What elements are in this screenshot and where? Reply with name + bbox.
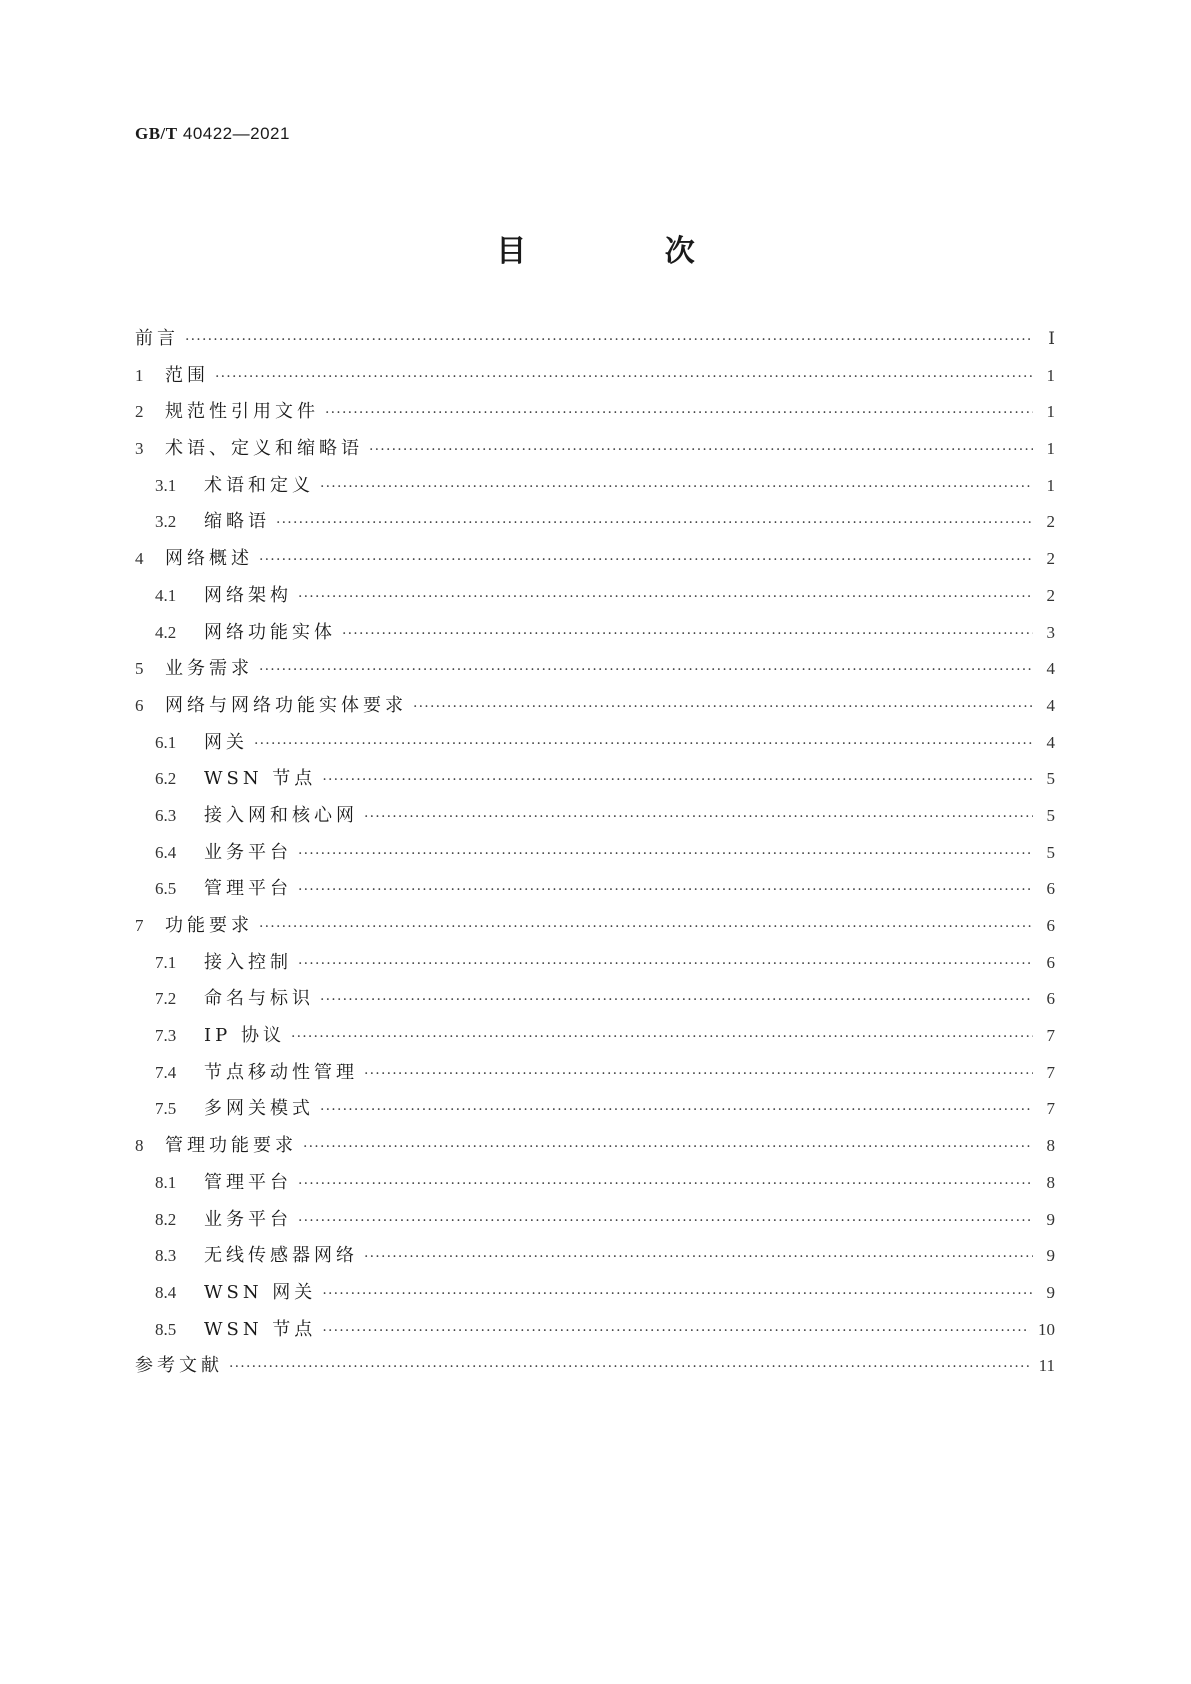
toc-entry-number: 6.4 [155, 842, 177, 862]
toc-dot-leader [325, 395, 1033, 432]
toc-entry-label: 管理功能要求 [165, 1135, 297, 1157]
toc-entry-label: IP 协议 [204, 1025, 285, 1047]
toc-entry-page: 7 [1046, 1099, 1055, 1119]
toc-entry-number: 7.3 [155, 1026, 177, 1046]
page-title: 目 次 [496, 234, 759, 269]
toc-entry-number: 3 [135, 439, 144, 459]
toc-entry-page: 6 [1046, 916, 1055, 935]
toc-entry[interactable] [135, 1238, 1055, 1275]
toc-entry[interactable] [135, 1165, 1055, 1202]
toc-entry-label: 管理平台 [204, 1171, 292, 1193]
toc-entry-label: 规范性引用文件 [165, 401, 319, 423]
toc-entry[interactable] [135, 358, 1055, 395]
toc-entry-page: 8 [1046, 1172, 1055, 1192]
toc-entry-page: 5 [1046, 769, 1055, 789]
toc-entry-label: 网络概述 [165, 548, 253, 570]
toc-entry-page: 9 [1046, 1246, 1055, 1266]
toc-entry[interactable] [135, 1055, 1055, 1092]
standard-number: 40422—2021 [182, 124, 290, 143]
toc-entry-page: 8 [1046, 1136, 1055, 1156]
toc-entry-label: 网络与网络功能实体要求 [165, 694, 407, 716]
toc-entry[interactable] [135, 871, 1055, 908]
toc-dot-leader [320, 982, 1033, 1019]
toc-entry-number: 8.1 [155, 1172, 177, 1192]
toc-entry[interactable] [135, 1275, 1055, 1312]
toc-entry-page: 6 [1046, 952, 1055, 972]
toc-entry-label: 命名与标识 [204, 988, 314, 1010]
toc-entry-page: 10 [1038, 1319, 1055, 1339]
toc-entry-number: 8.4 [155, 1282, 177, 1302]
toc-entry-label: 业务需求 [165, 658, 253, 680]
toc-entry-number: 3.1 [155, 475, 177, 495]
toc-entry-page: 1 [1046, 439, 1055, 459]
toc-entry-page: 1 [1046, 365, 1055, 385]
toc-entry[interactable] [135, 1091, 1055, 1128]
toc-entry-label: 业务平台 [204, 841, 292, 863]
toc-entry-label: WSN 节点 [204, 1318, 317, 1340]
toc-entry[interactable] [135, 1018, 1055, 1055]
toc-entry-label: 无线传感器网络 [204, 1245, 358, 1267]
toc-entry-page: 1 [1046, 402, 1055, 422]
toc-entry-number: 6.2 [155, 769, 177, 789]
toc-entry-label: 接入控制 [204, 951, 292, 973]
toc-dot-leader [229, 1349, 1031, 1386]
toc-entry-label: 接入网和核心网 [204, 804, 358, 826]
toc-entry-number: 7.4 [155, 1062, 177, 1082]
toc-entry-page: 6 [1046, 879, 1055, 899]
toc-entry-number: 7.1 [155, 952, 177, 972]
toc-entry-page: 7 [1046, 1062, 1055, 1082]
toc-entry-page: 4 [1046, 695, 1055, 715]
toc-entry-number: 8.5 [155, 1319, 177, 1339]
toc-entry-number: 1 [135, 365, 144, 385]
toc-dot-leader [298, 836, 1033, 873]
toc-entry-number: 3.2 [155, 512, 177, 532]
toc-entry[interactable] [135, 945, 1055, 982]
toc-entry[interactable] [135, 835, 1055, 872]
toc-entry-number: 6.3 [155, 805, 177, 825]
toc-dot-leader [320, 469, 1033, 506]
toc-entry[interactable] [135, 1348, 1055, 1385]
toc-dot-leader [291, 1019, 1033, 1056]
table-of-contents [135, 321, 1055, 1385]
toc-entry-page: 7 [1046, 1026, 1055, 1046]
toc-entry-number: 6 [135, 695, 144, 715]
toc-entry-page: Ⅰ [1048, 329, 1055, 348]
toc-entry[interactable] [135, 908, 1055, 945]
toc-entry-page: 3 [1046, 622, 1055, 642]
toc-entry-page: 2 [1046, 549, 1055, 569]
toc-dot-leader [215, 359, 1033, 396]
toc-entry[interactable] [135, 431, 1055, 468]
toc-entry-label: 管理平台 [204, 878, 292, 900]
toc-entry-label: 网络功能实体 [204, 621, 336, 643]
toc-dot-leader [276, 505, 1033, 542]
toc-entry-page: 4 [1046, 659, 1055, 679]
toc-entry-number: 4.2 [155, 622, 177, 642]
toc-dot-leader [322, 1276, 1033, 1313]
toc-entry-number: 7 [135, 916, 144, 935]
toc-dot-leader [364, 1239, 1033, 1276]
toc-entry-label: WSN 节点 [204, 768, 317, 790]
toc-entry[interactable] [135, 541, 1055, 578]
toc-entry-page: 4 [1046, 732, 1055, 752]
standard-code [135, 124, 290, 144]
toc-dot-leader [298, 579, 1033, 616]
toc-entry-label: 缩略语 [204, 511, 270, 533]
toc-dot-leader [364, 799, 1033, 836]
toc-entry[interactable] [135, 1202, 1055, 1239]
toc-entry-label: 功能要求 [165, 915, 253, 936]
toc-entry[interactable] [135, 981, 1055, 1018]
toc-entry-number: 8.3 [155, 1246, 177, 1266]
toc-entry-number: 7.2 [155, 989, 177, 1009]
toc-entry-number: 7.5 [155, 1099, 177, 1119]
toc-entry[interactable] [135, 761, 1055, 798]
toc-dot-leader [185, 322, 1033, 359]
toc-entry-label: 网络架构 [204, 584, 292, 606]
toc-entry-label: 业务平台 [204, 1208, 292, 1230]
toc-entry-label: 网关 [204, 731, 248, 753]
toc-dot-leader [259, 652, 1033, 689]
toc-dot-leader [413, 689, 1033, 726]
toc-dot-leader [298, 1203, 1033, 1240]
toc-entry-label: 前言 [135, 328, 179, 349]
toc-entry-label: 范围 [165, 364, 209, 386]
toc-entry-label: WSN 网关 [204, 1281, 317, 1303]
toc-dot-leader [298, 872, 1033, 909]
toc-entry-page: 1 [1046, 475, 1055, 495]
toc-entry[interactable] [135, 651, 1055, 688]
toc-entry[interactable] [135, 688, 1055, 725]
toc-dot-leader [298, 1166, 1033, 1203]
toc-entry-number: 2 [135, 402, 144, 422]
toc-entry[interactable] [135, 798, 1055, 835]
toc-dot-leader [298, 946, 1033, 983]
toc-entry-page: 9 [1046, 1282, 1055, 1302]
toc-entry-number: 6.1 [155, 732, 177, 752]
toc-entry-page: 2 [1046, 512, 1055, 532]
toc-entry-page: 2 [1046, 585, 1055, 605]
toc-entry-label: 术语、定义和缩略语 [165, 438, 363, 460]
toc-entry-number: 4 [135, 549, 144, 569]
toc-dot-leader [369, 432, 1033, 469]
toc-entry-page: 11 [1038, 1356, 1055, 1376]
toc-entry-number: 5 [135, 659, 144, 679]
toc-entry-label: 节点移动性管理 [204, 1061, 358, 1083]
toc-dot-leader [322, 762, 1033, 799]
toc-entry-page: 5 [1046, 805, 1055, 825]
toc-entry-label: 术语和定义 [204, 474, 314, 496]
toc-entry[interactable] [135, 1128, 1055, 1165]
toc-entry-label: 参考文献 [135, 1355, 223, 1377]
toc-dot-leader [322, 1313, 1030, 1350]
toc-entry[interactable] [135, 394, 1055, 431]
toc-entry-number: 4.1 [155, 585, 177, 605]
toc-entry[interactable] [135, 578, 1055, 615]
toc-entry-number: 8 [135, 1136, 144, 1156]
toc-dot-leader [364, 1056, 1033, 1093]
toc-entry[interactable] [135, 615, 1055, 652]
toc-entry-label: 多网关模式 [204, 1098, 314, 1120]
toc-entry[interactable] [135, 725, 1055, 762]
standard-prefix: GB/T [135, 124, 178, 143]
toc-entry[interactable] [135, 321, 1055, 358]
toc-dot-leader [259, 909, 1033, 946]
toc-entry[interactable] [135, 1312, 1055, 1349]
toc-entry[interactable] [135, 468, 1055, 505]
toc-dot-leader [320, 1092, 1033, 1129]
toc-entry-page: 9 [1046, 1209, 1055, 1229]
toc-entry[interactable] [135, 504, 1055, 541]
toc-entry-number: 6.5 [155, 879, 177, 899]
toc-entry-page: 6 [1046, 989, 1055, 1009]
toc-entry-page: 5 [1046, 842, 1055, 862]
toc-dot-leader [254, 726, 1033, 763]
toc-entry-number: 8.2 [155, 1209, 177, 1229]
toc-dot-leader [259, 542, 1033, 579]
toc-dot-leader [303, 1129, 1033, 1166]
toc-dot-leader [342, 616, 1033, 653]
